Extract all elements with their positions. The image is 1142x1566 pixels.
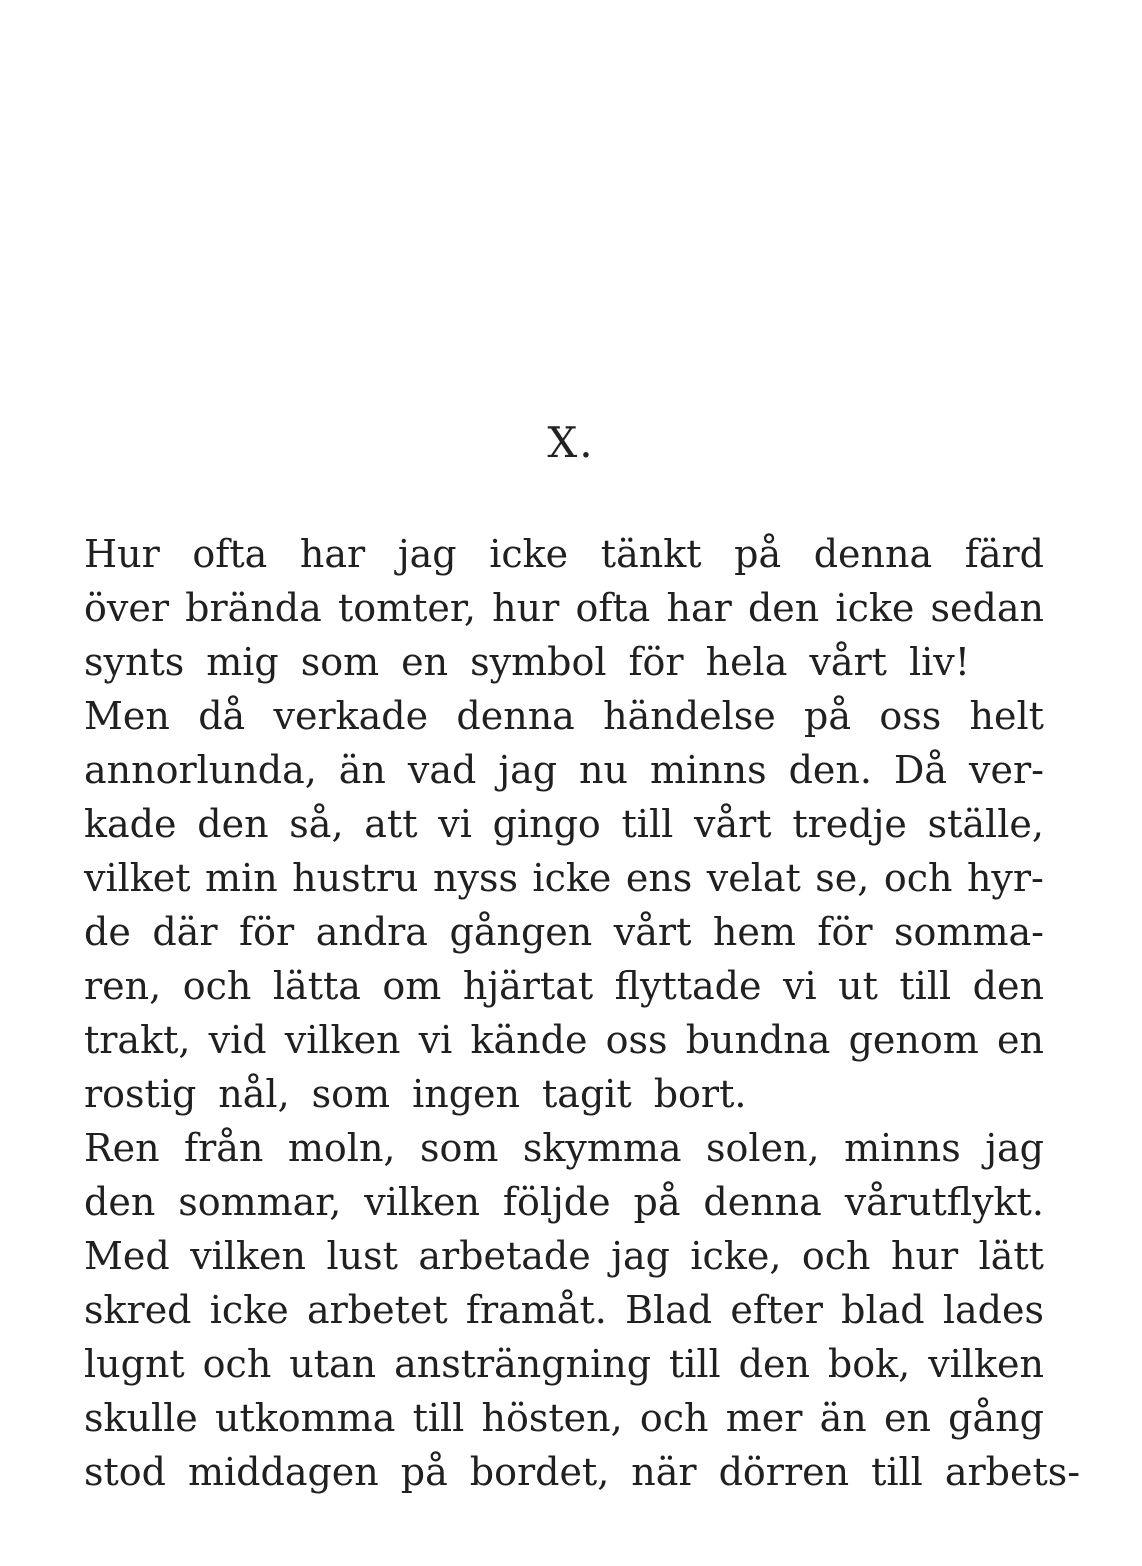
text-line xyxy=(84,851,1044,905)
word: bok, xyxy=(827,1342,911,1386)
text-line xyxy=(84,959,1044,1013)
word: gingo xyxy=(492,802,601,846)
word: en xyxy=(883,1396,931,1440)
word: Blad xyxy=(625,1288,713,1332)
word: lust xyxy=(326,1234,398,1278)
word: sommar, xyxy=(178,1180,342,1224)
word: om xyxy=(382,964,442,1008)
word: och xyxy=(202,1342,272,1386)
chapter-heading: X. xyxy=(547,418,595,467)
word: vad xyxy=(407,748,477,792)
word: Då xyxy=(893,748,948,792)
text-line xyxy=(84,635,1044,689)
text-line xyxy=(84,527,1044,581)
word: arbetet xyxy=(306,1288,448,1332)
word: vårt xyxy=(809,640,887,684)
word: som xyxy=(300,640,380,684)
word: hustru xyxy=(292,856,419,900)
word: till xyxy=(412,1396,465,1440)
text-line xyxy=(84,1067,1044,1121)
word: min xyxy=(205,856,278,900)
word: lugnt xyxy=(84,1342,185,1386)
word: ren, xyxy=(84,964,162,1008)
word: som xyxy=(419,1126,499,1170)
word: vi xyxy=(418,1018,453,1062)
word: vårutflykt. xyxy=(844,1180,1044,1224)
word: när xyxy=(631,1450,697,1494)
word: på xyxy=(400,1450,448,1494)
word: vårt xyxy=(613,910,692,954)
word: då xyxy=(198,694,246,738)
word: trakt, xyxy=(84,1018,191,1062)
word: hyr- xyxy=(966,856,1044,900)
word: icke xyxy=(209,1288,289,1332)
text-line xyxy=(84,1175,1044,1229)
word: oss xyxy=(879,694,942,738)
word: symbol xyxy=(470,640,607,684)
word: denna xyxy=(813,532,933,576)
word: utan xyxy=(289,1342,377,1386)
word: ofta xyxy=(192,532,268,576)
word: vilken xyxy=(190,1234,306,1278)
word: och xyxy=(883,856,953,900)
word: rostig xyxy=(84,1072,197,1116)
text-line xyxy=(84,905,1044,959)
text-line xyxy=(84,1013,1044,1067)
word: nu xyxy=(579,748,628,792)
word: de xyxy=(84,910,131,954)
word: brända xyxy=(185,586,322,630)
word: och xyxy=(182,964,252,1008)
paragraph xyxy=(84,1121,1081,1499)
word: vilken xyxy=(928,1342,1044,1386)
text-line xyxy=(84,1229,1044,1283)
word: på xyxy=(734,532,782,576)
word: den xyxy=(197,802,269,846)
text-line xyxy=(84,1337,1044,1391)
word: sedan xyxy=(930,586,1044,630)
word: den xyxy=(738,1342,810,1386)
word: ställe, xyxy=(927,802,1044,846)
text-line xyxy=(84,1391,1044,1445)
word: gång xyxy=(948,1396,1044,1440)
word: vi xyxy=(438,802,472,846)
word: hem xyxy=(712,910,796,954)
paragraph xyxy=(84,689,1044,1121)
text-line xyxy=(84,1121,1044,1175)
word: helt xyxy=(969,694,1044,738)
word: icke, xyxy=(690,1234,782,1278)
word: skred xyxy=(84,1288,192,1332)
word: vilken xyxy=(284,1018,401,1062)
word: till xyxy=(871,1450,923,1494)
word: till xyxy=(621,802,674,846)
word: som xyxy=(311,1072,391,1116)
word: synts xyxy=(84,640,185,684)
word: än xyxy=(338,748,386,792)
paragraph xyxy=(84,527,1044,689)
word: tagit xyxy=(542,1072,632,1116)
word: hela xyxy=(705,640,788,684)
word: blad xyxy=(841,1288,925,1332)
word: mig xyxy=(206,640,279,684)
word: och xyxy=(639,1396,709,1440)
word: jag xyxy=(611,1234,670,1278)
word: lätta xyxy=(272,964,361,1008)
word: se, xyxy=(815,856,870,900)
word: arbetade xyxy=(418,1234,591,1278)
word: ut xyxy=(838,964,878,1008)
word: en xyxy=(401,640,449,684)
word: velat xyxy=(706,856,801,900)
word: lätt xyxy=(978,1234,1044,1278)
word: Ren xyxy=(84,1126,160,1170)
word: icke xyxy=(489,532,569,576)
word: mer xyxy=(725,1396,803,1440)
word: på xyxy=(633,1180,681,1224)
text-line xyxy=(84,797,1044,851)
word: stod xyxy=(84,1450,166,1494)
word: har xyxy=(299,532,366,576)
word: kände xyxy=(470,1018,588,1062)
word: denna xyxy=(703,1180,822,1224)
word: bordet, xyxy=(469,1450,610,1494)
word: ofta xyxy=(575,586,651,630)
word: för xyxy=(628,640,684,684)
word: verkade xyxy=(273,694,429,738)
word: följde xyxy=(502,1180,611,1224)
word: skulle xyxy=(84,1396,198,1440)
word: tomter, xyxy=(337,586,476,630)
word: jag xyxy=(397,532,457,576)
word: jag xyxy=(985,1126,1044,1170)
word: nyss xyxy=(433,856,518,900)
word: annorlunda, xyxy=(84,748,317,792)
word: flyttade xyxy=(614,964,762,1008)
word: där xyxy=(152,910,218,954)
text-line xyxy=(84,1283,1044,1337)
word: skymma xyxy=(522,1126,682,1170)
word: genom xyxy=(848,1018,979,1062)
text-line xyxy=(84,689,1044,743)
body-text xyxy=(84,527,1081,1499)
word: denna xyxy=(456,694,575,738)
word: hjärtat xyxy=(462,964,594,1008)
word: tänkt xyxy=(600,532,702,576)
word: färd xyxy=(964,532,1044,576)
word: moln, xyxy=(287,1126,396,1170)
word: till xyxy=(668,1342,721,1386)
word: vilket xyxy=(84,856,191,900)
word: till xyxy=(899,964,952,1008)
word: att xyxy=(364,802,418,846)
word: den xyxy=(84,1180,156,1224)
word: bort. xyxy=(653,1072,747,1116)
word: vårt xyxy=(694,802,772,846)
word: den xyxy=(972,964,1044,1008)
word: andra xyxy=(315,910,428,954)
word: framåt. xyxy=(465,1288,607,1332)
text-line xyxy=(84,581,1044,635)
word: arbets- xyxy=(944,1450,1081,1494)
word: har xyxy=(666,586,732,630)
word: liv! xyxy=(908,640,970,684)
word: jag xyxy=(498,748,558,792)
word: så, xyxy=(289,802,344,846)
word: för xyxy=(239,910,295,954)
word: ver- xyxy=(969,748,1044,792)
word: från xyxy=(184,1126,264,1170)
word: för xyxy=(817,910,873,954)
word: på xyxy=(804,694,852,738)
word: bundna xyxy=(685,1018,831,1062)
text-line xyxy=(84,743,1044,797)
word: över xyxy=(84,586,169,630)
word: vi xyxy=(783,964,817,1008)
word: hur xyxy=(492,586,560,630)
word: nål, xyxy=(218,1072,290,1116)
word: efter xyxy=(730,1288,823,1332)
word: kade xyxy=(84,802,177,846)
word: somma- xyxy=(894,910,1044,954)
word: hösten, xyxy=(481,1396,623,1440)
word: minns xyxy=(844,1126,961,1170)
word: vilken xyxy=(364,1180,481,1224)
text-line xyxy=(84,1445,1081,1499)
word: solen, xyxy=(706,1126,820,1170)
word: händelse xyxy=(603,694,776,738)
word: icke xyxy=(835,586,915,630)
word: den xyxy=(747,586,820,630)
word: hur xyxy=(891,1234,959,1278)
word: ens xyxy=(625,856,693,900)
word: dörren xyxy=(718,1450,850,1494)
word: vid xyxy=(208,1018,267,1062)
word: än xyxy=(819,1396,867,1440)
word: lades xyxy=(942,1288,1044,1332)
word: den. xyxy=(788,748,872,792)
word: icke xyxy=(532,856,612,900)
word: ingen xyxy=(412,1072,521,1116)
word: Men xyxy=(84,694,170,738)
word: ansträngning xyxy=(394,1342,652,1386)
word: en xyxy=(996,1018,1044,1062)
word: Med xyxy=(84,1234,170,1278)
word: och xyxy=(801,1234,871,1278)
word: oss xyxy=(605,1018,668,1062)
word: utkomma xyxy=(215,1396,396,1440)
word: middagen xyxy=(187,1450,379,1494)
word: minns xyxy=(649,748,767,792)
word: Hur xyxy=(84,532,160,576)
word: tredje xyxy=(792,802,907,846)
word: gången xyxy=(449,910,593,954)
